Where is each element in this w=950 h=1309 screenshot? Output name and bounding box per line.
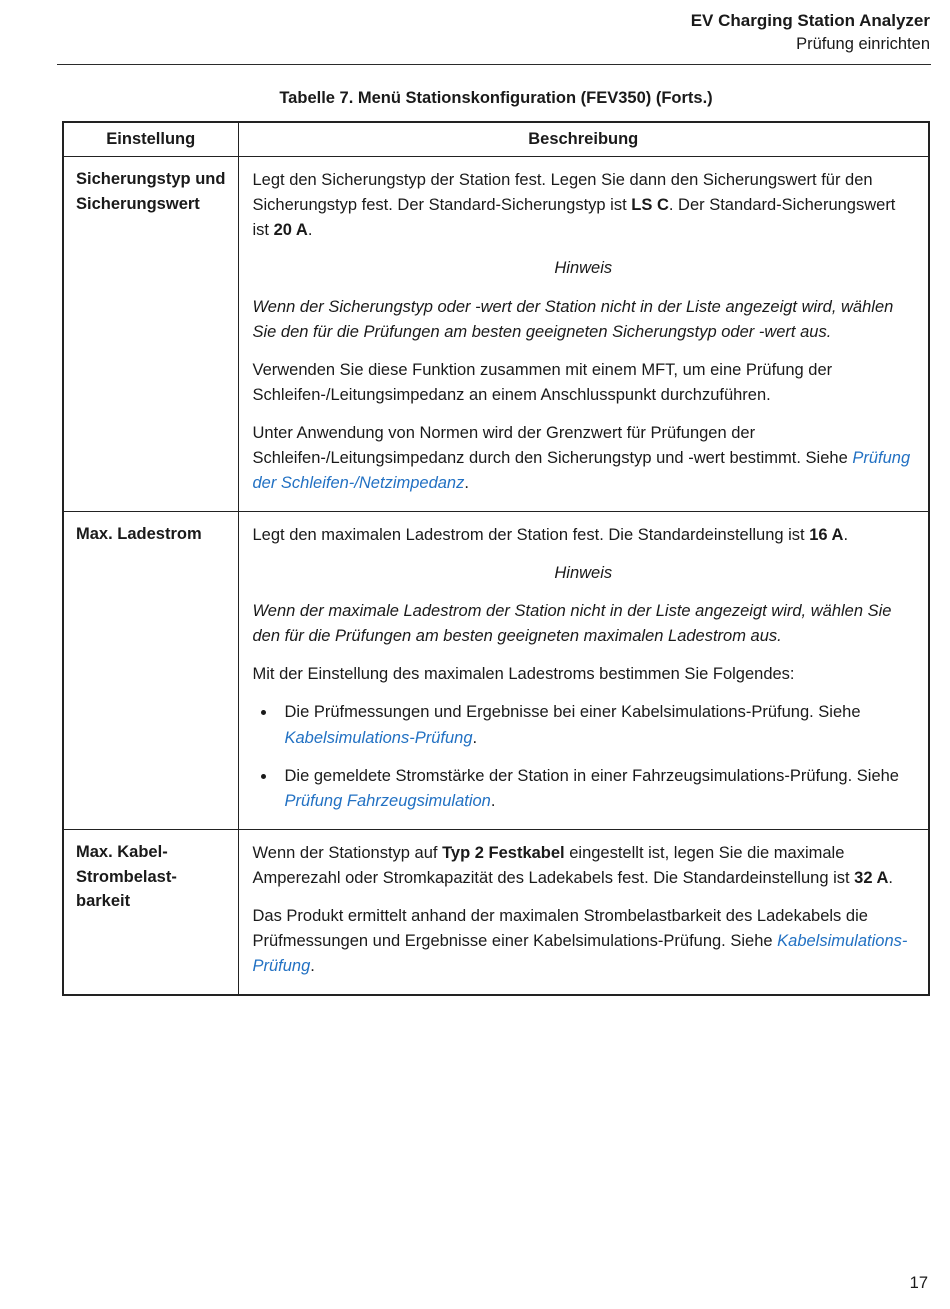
header-divider [57,64,931,65]
setting-description [238,512,929,830]
table-caption: Tabelle 7. Menü Stationskonfiguration (FEV350) (Forts.) [279,89,713,108]
text-segment: Legt den Sicherungstyp der Station fest. Legen Sie dann den Sicherungswert für den Sicherungstyp fest. Der Standard-Sicherungstyp ist [252,171,873,215]
text-segment: Wenn der Stationstyp auf [252,843,443,862]
cross-reference-link[interactable]: Kabelsimulations-Prüfung [252,932,908,976]
text-segment: . [310,957,315,976]
paragraph [253,421,915,496]
settings-table [62,121,930,996]
text-segment: . [490,791,496,810]
setting-name: Sicherungstyp und Sicherungswert [63,157,238,512]
text-segment: Die Prüfmessungen und Ergebnisse bei einer Kabelsimulations-Prüfung. Siehe [284,703,861,722]
note-body: Wenn der Sicherungstyp oder -wert der Station nicht in der Liste angezeigt wird, wählen Sie den für die Prüfungen am besten geeigneten Sicherungstyp oder -wert aus. [252,297,894,341]
note-title: Hinweis [554,564,613,583]
table-row [63,829,929,995]
text-segment: . [472,728,478,747]
paragraph [253,523,915,548]
cross-reference-link[interactable]: Prüfung der Schleifen-/Netzimpedanz [252,448,911,492]
bold-text: 20 A [273,221,308,240]
text-segment: . [307,221,313,240]
text-segment: Das Produkt ermittelt anhand der maximalen Strombelastbarkeit des Ladekabels die Prüfmessungen und Ergebnisse einer Kabelsimulations-Prüfung. Siehe [252,906,868,950]
page-number: 17 [909,1274,928,1292]
paragraph [253,168,915,243]
bold-text: LS C [631,196,669,215]
paragraph: Verwenden Sie diese Funktion zusammen mit einem MFT, um eine Prüfung der Schleifen-/Leitungsimpedanz an einem Anschlusspunkt durchzuführen. [252,360,833,404]
note-body: Wenn der maximale Ladestrom der Station nicht in der Liste angezeigt wird, wählen Sie den für die Prüfungen am besten geeigneten maximalen Ladestrom aus. [252,602,892,646]
paragraph: Mit der Einstellung des maximalen Ladestroms bestimmen Sie Folgendes: [252,665,795,684]
setting-name: Max. Kabel-Strombelast-barkeit [63,829,238,995]
header-title: EV Charging Station Analyzer [690,11,930,30]
setting-description [238,829,929,995]
cross-reference-link[interactable]: Prüfung Fahrzeugsimulation [284,791,491,810]
bullet-item [277,764,915,814]
text-segment: . [464,473,469,492]
text-segment: Unter Anwendung von Normen wird der Grenzwert für Prüfungen der Schleifen-/Leitungsimpedanz durch den Sicherungstyp und -wert bestimmt. Siehe [252,423,853,467]
column-header-setting: Einstellung [63,122,238,157]
note-title: Hinweis [554,259,613,278]
page-header [0,0,950,55]
paragraph [253,841,915,891]
bullet-list [253,700,915,813]
text-segment: Die gemeldete Stromstärke der Station in einer Fahrzeugsimulations-Prüfung. Siehe [284,766,899,785]
column-header-description: Beschreibung [238,122,929,157]
bold-text: 32 A [854,868,889,887]
bold-text: Typ 2 Festkabel [442,843,565,862]
text-segment: . Der Standard-Sicherungswert ist [252,196,896,240]
text-segment: eingestellt ist, legen Sie die maximale Amperezahl oder Stromkapazität des Ladekabels fest. Die Standardeinstellung ist [252,843,855,887]
setting-description [238,157,929,512]
paragraph [253,904,915,979]
cross-reference-link[interactable]: Kabelsimulations-Prüfung [284,728,473,747]
text-segment: . [843,526,849,545]
setting-name: Max. Ladestrom [63,512,238,830]
table-header-row [63,122,929,157]
header-subtitle: Prüfung einrichten [796,34,930,53]
bold-text: 16 A [809,526,844,545]
text-segment: . [888,868,894,887]
bullet-item [277,700,915,750]
table-row [63,512,929,830]
text-segment: Legt den maximalen Ladestrom der Station fest. Die Standardeinstellung ist [252,526,810,545]
table-row [63,157,929,512]
